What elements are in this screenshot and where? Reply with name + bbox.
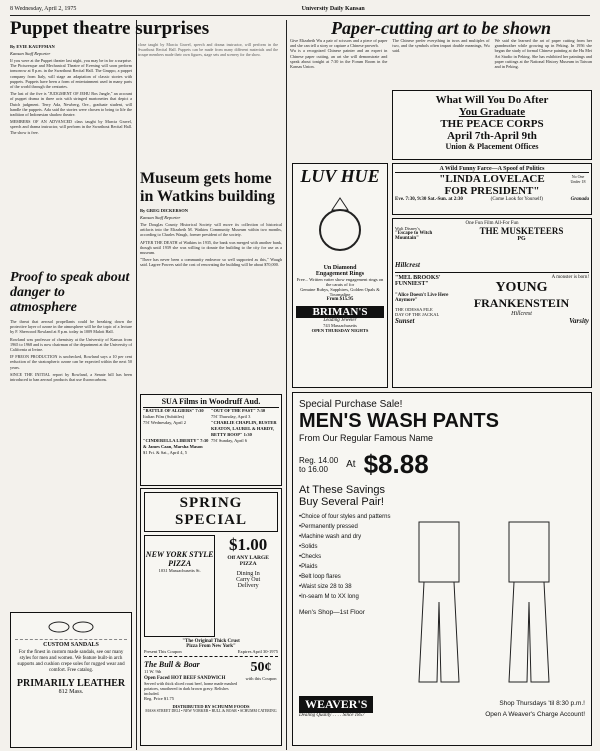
- pants-title: MEN'S WASH PANTS: [299, 410, 499, 432]
- paper-cutting-article: [290, 18, 592, 86]
- pants-shop: Men's Shop—1st Floor: [299, 609, 365, 616]
- pants-savings1: At These Savings: [299, 484, 386, 496]
- proof-headline: Proof to speak about danger to atmosphere: [10, 270, 130, 315]
- special-price: $1.00: [229, 535, 268, 554]
- pants-reg2: to 16.00: [299, 464, 328, 474]
- sandwich-reg-price: Reg. Price $1.75: [144, 696, 174, 701]
- art-p3: The Chinese prefer everything in twos and multiples of two, and the symbols often impart double meanings, Wu said.: [392, 38, 490, 54]
- movies-disney: Walt Disney's: [395, 226, 420, 231]
- sandwich-discount: 50¢: [250, 660, 272, 675]
- farce-top: A Wild Funny Farce—A Spoof of Politics: [395, 166, 589, 173]
- movies-monster: A monster is born!: [551, 275, 589, 280]
- puppet-byline: By EVIE KAUFFMAN: [10, 44, 55, 49]
- feature-item: •Checks: [299, 554, 322, 560]
- luv-hours: OPEN THURSDAY NIGHTS: [311, 328, 369, 333]
- art-p4: We said she learned the art of paper cutting from her grandmother while growing up in Peking. In 1956 she began the study of formal Chinese painting at the Hu Mei Art Studio in Peking. She has exhibited her paintings and paper cuttings at the National History Museum in Taiwan and in Peking.: [494, 38, 592, 70]
- farce-title1: "LINDA LOVELACE: [439, 173, 545, 185]
- sua-cell: Italian Film (Subtitles): [143, 414, 184, 419]
- art-p1: Give Elizabeth Wu a pair of scissors and a piece of paper and she can tell a story or capture a Chinese proverb.: [290, 38, 388, 49]
- sua-cell: "BATTLE OF ALGIERS" 7:30: [143, 408, 204, 413]
- farce-tag: (Come Look for Yourself): [490, 197, 543, 202]
- luv-addr: 743 Massachusetts: [323, 323, 357, 328]
- peace-line3: THE PEACE CORPS: [440, 118, 544, 130]
- coupon-note: Present This Coupon: [144, 649, 182, 654]
- feature-item: •Belt loop flares: [299, 574, 341, 580]
- weavers-logo: WEAVER'S: [299, 696, 373, 713]
- sua-films-ad: [140, 394, 282, 486]
- puppet-p1-cont: close taught by Marcia Gravel, speech and drama instructor, will perform in the Swarthout Recital Hall. Puppets can be made from many different materials and the troupe members made their own figures, stage sets and scenery for the show.: [138, 42, 278, 57]
- pants-ad: [292, 392, 592, 746]
- sandwich-title: Open Faced HOT BEEF SANDWICH: [144, 676, 226, 681]
- distributed-by: DISTRIBUTED BY SCHUMM FOODS: [172, 704, 250, 709]
- pants-charge: Open A Weaver's Charge Account!: [485, 711, 585, 718]
- movies-frank: FRANKENSTEIN: [473, 296, 570, 310]
- puppet-p1: If you were at the Puppet theater last night, you may be in for a surprise. The Picturesque and Mechanical Theatre of Evening will soon perform tomorrow at 8 p.m. in the Swarthout Recital Hall. The Gruppo, a puppet company from Italy, will stage an adaptation of classic stories with puppets. Puppets have been a form of entertainment used in many parts of the world through the centuries.: [10, 58, 132, 90]
- sua-cell: "CHARLIE CHAPLIN, BUSTER KEATON, LAUREL & HARDY, BETTY BOOP" 1:30: [211, 420, 277, 437]
- luv-l2: Engagement Rings: [315, 271, 365, 277]
- museum-headline: Museum gets home in Watkins building: [140, 170, 275, 205]
- movies-varsity: Varsity: [569, 317, 589, 325]
- puppet-article: [10, 18, 282, 168]
- pants-thursdays: Shop Thursdays 'til 8:30 p.m.!: [499, 700, 585, 707]
- masthead-center: University Daily Kansan: [301, 6, 365, 12]
- feature-item: •Permanently pressed: [299, 524, 358, 530]
- luv-price: From $15.95: [326, 297, 354, 302]
- museum-p1: The Douglas County Historical Society will move its collection of historical artifacts into the Elizabeth M. Watkins Community Museum within two months, according to Charles Waugh, former president of the society.: [140, 222, 282, 238]
- farce-theatre: Granada: [570, 197, 589, 202]
- museum-article: [140, 170, 282, 392]
- sua-cell: 75¢ Thursday, April 3: [211, 414, 251, 419]
- farce-ad: [392, 163, 592, 215]
- feature-item: •Machine wash and dry: [299, 534, 362, 540]
- museum-p3: "There has never been a community endeavor so well supported as this," Waugh said. Lagree Powers said the cost of renovating the building will be about $70,000.: [140, 257, 282, 268]
- pants-promo: Special Purchase Sale!: [299, 399, 403, 410]
- movies-odessa: THE ODESSA FILE: [395, 307, 433, 312]
- sua-cell: $1 Fri. & Sat., April 4, 5: [143, 450, 188, 455]
- pizza-logo: [144, 535, 215, 637]
- sua-table: [143, 408, 279, 456]
- farce-title2: FOR PRESIDENT": [444, 185, 540, 197]
- proof-p3: IF FREON PRODUCTION is unchecked, Rowland says a 10 per cent reduction of the stratospheric ozone can be expected within the next 50 years.: [10, 354, 132, 370]
- leather-address: 812 Mass.: [58, 689, 84, 695]
- spring-special-ad: [140, 488, 282, 746]
- proof-p4: SINCE THE INITIAL report by Rowland, a Senate bill has been introduced to ban aerosol products that use fluorocarbons.: [10, 371, 132, 383]
- leather-title: CUSTOM SANDALS: [43, 642, 99, 648]
- puppet-dateline: Kansan Staff Reporter: [10, 51, 51, 56]
- peace-line2: You Graduate: [458, 106, 526, 118]
- feature-item: •In-seam M to XX long: [299, 594, 359, 600]
- feature-item: •Solids: [299, 544, 318, 550]
- pub-name: The Bull & Boar: [144, 660, 200, 669]
- luv-l3: Free... Written vatter show engagement rings on the carats of for: [296, 277, 384, 287]
- proof-p2: Rowland was professor of chemistry at the University of Kansas from 1965 to 1968 and is now chairman of the department at the University of California at Irvine.: [10, 336, 132, 353]
- proof-article: [10, 270, 132, 605]
- special-title: SPRING SPECIAL: [144, 492, 278, 532]
- pants-sub: From Our Regular Famous Name: [299, 433, 434, 443]
- movies-theatre2: Hillcrest: [511, 311, 532, 317]
- luv-l4: Genuine Rubys, Sapphires, Golden Opals & Tourmaline: [300, 287, 380, 297]
- movies-sunset: Sunset: [395, 317, 415, 325]
- dining-in: Dining In: [236, 571, 260, 577]
- weavers-sub: Dealing Quality . . . . Since 1857: [299, 713, 365, 718]
- farce-times: Eve. 7:30, 9:30 Sat.-Sun. at 2:30: [395, 197, 463, 202]
- pub-address: 11 W. 9th: [144, 669, 162, 674]
- puppet-headline: Puppet theatre surprises: [10, 18, 210, 39]
- pizza-address: 1031 Massachusetts St.: [158, 568, 201, 573]
- peace-line5: Union & Placement Offices: [445, 142, 539, 151]
- pants-features: [299, 512, 399, 697]
- pants-savings2: Buy Several Pair!: [299, 496, 384, 508]
- movies-jackal: DAY OF THE JACKAL: [395, 312, 440, 317]
- luv-hue-ad: [292, 163, 388, 388]
- movies-musketeers: THE MUSKETEERS: [479, 226, 564, 236]
- pants-at: At: [346, 459, 356, 470]
- masthead: [10, 6, 590, 16]
- special-tagline2: Pizza From New York": [186, 644, 236, 649]
- special-tagline1: "The Original Thick Crust: [182, 639, 240, 644]
- movies-header: One Fun Film All-For Fun: [465, 221, 519, 226]
- sua-cell: "OUT OF THE PAST" 7:30: [211, 408, 266, 413]
- sua-cell: "CINDERELLA LIBERTY" 7:30 & James Caan, Marsha Mason: [143, 438, 209, 449]
- pants-price: $8.88: [363, 449, 429, 479]
- luv-store-sub: Leading Jeweler: [323, 318, 357, 323]
- pants-illustration: [399, 512, 585, 697]
- feature-item: •Choice of four styles and patterns: [299, 514, 391, 520]
- feature-item: •Plaids: [299, 564, 318, 570]
- sponsors: MASS STREET DELI • NEW YORKER • BULL & BOAR • SCHUMM CATERING: [145, 709, 277, 713]
- special-offer: Off ANY LARGE PIZZA: [227, 555, 269, 567]
- carry-out: Carry Out: [236, 577, 261, 583]
- farce-badge: No One Under 18: [570, 174, 586, 184]
- art-p2: Wu is a recognized Chinese painter and an expert in Chinese paper cutting, an art she will demonstrate and speak about tonight at 7:30 in the Forum Room in the Kansas Union.: [290, 48, 388, 70]
- sandwich-desc: Served with thick sliced roast beef, home made mashed potatoes, smothered in dark brown gravy. Relishes included.: [144, 681, 238, 696]
- ring-illustration: [296, 185, 384, 265]
- museum-byline: By GREG DICKERSON: [140, 208, 189, 213]
- proof-p1: The threat that aerosol propellants could be breaking down the protective layer of ozone in the atmosphere will be the topic of a lecture by F. Sherwood Rowland at 8 p.m. today in 1009 Malott Hall.: [10, 319, 132, 335]
- museum-dateline: Kansan Staff Reporter: [140, 215, 181, 220]
- movies-hill1: Hillcrest: [395, 261, 420, 269]
- movies-ad: [392, 218, 592, 388]
- leather-ad: [10, 612, 132, 748]
- masthead-left: 8 Wednesday, April 2, 1975: [10, 6, 77, 12]
- movies-alice: "Alice Doesn't Live Here Anymore": [395, 293, 449, 303]
- leather-name: PRIMARILY LEATHER: [16, 678, 126, 689]
- museum-p2: AFTER THE DEATH of Watkins in 1935, the bank was merged with another bank, though until 1939 she was willing to donate the building to the city for use as a museum.: [140, 239, 282, 256]
- peace-corps-ad: [392, 90, 592, 160]
- peace-line1: What Will You Do After: [435, 94, 549, 106]
- feature-item: •Waist size 28 to 38: [299, 584, 352, 590]
- sua-title: SUA Films in Woodruff Aud.: [143, 397, 279, 408]
- movies-rating: PG: [517, 236, 526, 242]
- art-headline: Paper-cutting art to be shown: [330, 18, 552, 38]
- luv-l1: Un Diamond: [323, 265, 357, 271]
- sandals-illustration: [15, 617, 127, 640]
- luv-store: BRIMAN'S: [296, 306, 384, 318]
- delivery: Delivery: [237, 583, 259, 589]
- movies-young: YOUNG: [495, 280, 548, 295]
- puppet-p2: The last of the five is "JUDGMENT OF JEHU Bos Jangle," an account of puppet drama in three acts with stringed marionettes that depict a Dutch judgment. Terry Ada, Newberg, Ore., graduate student, will handle the puppets. Ada said the stories were chosen to bring to life the tradition of Indonesian shadow theatre.: [10, 91, 132, 118]
- sandwich-coupon: with this Coupon: [245, 676, 277, 681]
- leather-body: For the finest in custom made sandals, see our many styles for men and women. We feature built-in arch supports and cushion crepe soles for rugged wear and comfort. Free catalog.: [17, 650, 125, 673]
- pants-reg: Reg. 14.00: [299, 455, 339, 465]
- sua-cell: 75¢ Wednesday, April 2: [143, 420, 187, 425]
- sua-cell: 75¢ Sunday, April 6: [211, 438, 247, 443]
- pizza-name: NEW YORK STYLE PIZZA: [145, 550, 214, 568]
- movies-escape: "Escape to Witch Mountain": [395, 231, 433, 241]
- peace-line4: April 7th-April 9th: [447, 130, 537, 142]
- movies-mel: "MEL BROOKS' FUNNIEST": [395, 275, 441, 287]
- luv-big: LUV HUE: [300, 166, 380, 186]
- coupon-expires: Expires April 30-1975: [237, 649, 278, 654]
- puppet-p3: MEMBERS OF AN ADVANCED class taught by Marcia Gravel, speech and drama instructor, will perform in the Swarthout Recital Hall. The show is free.: [10, 119, 132, 135]
